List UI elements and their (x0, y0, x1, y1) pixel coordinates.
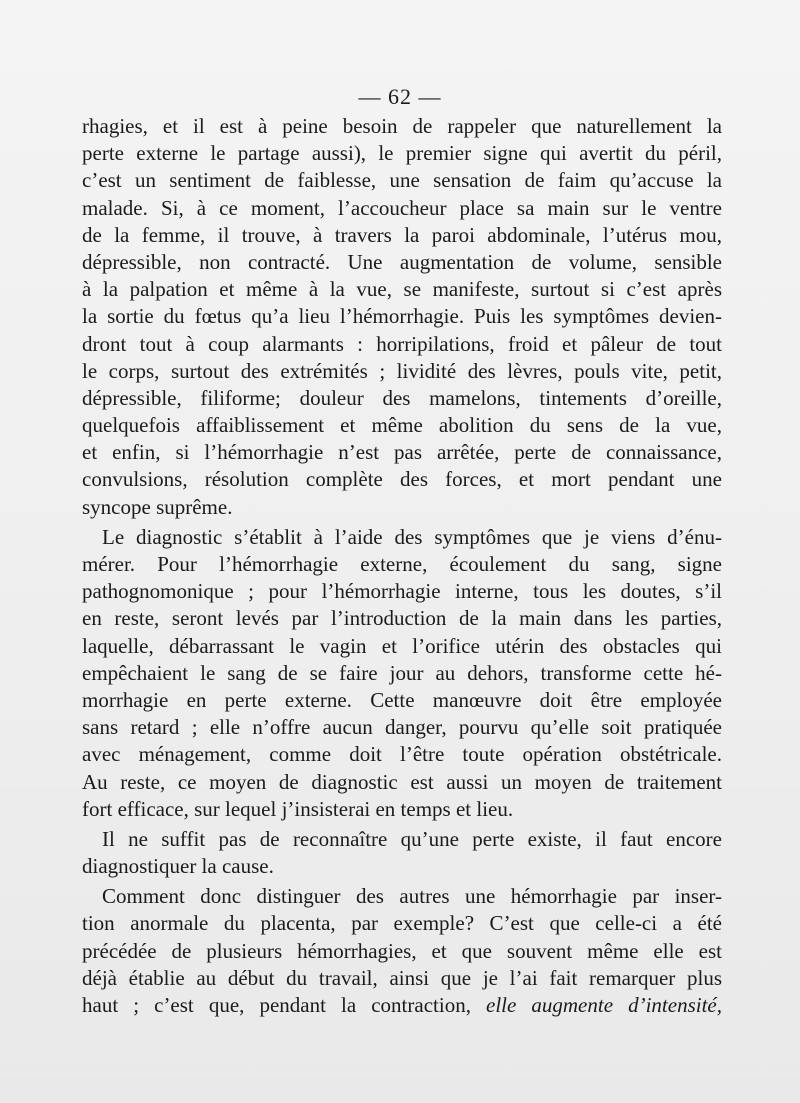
page-number: — 62 — (358, 84, 442, 109)
text-line: la sortie du fœtus qu’a lieu l’hémorrhagie. Puis les symptômes devien- (82, 304, 722, 329)
text-line: dront tout à coup alarmants : horripilations, froid et pâleur de tout (82, 331, 722, 356)
text-line: perte externe le partage aussi), le premier signe qui avertit du péril, (82, 141, 722, 166)
text-line: convulsions, résolution complète des forces, et mort pendant une (82, 467, 722, 492)
text-line: précédée de plusieurs hémorrhagies, et que souvent même elle est (82, 938, 722, 963)
text-line: c’est un sentiment de faiblesse, une sensation de faim qu’accuse la (82, 168, 722, 193)
text-line: malade. Si, à ce moment, l’accoucheur place sa main sur le ventre (82, 195, 722, 220)
body-text (82, 113, 722, 1019)
text-line: diagnostiquer la cause. (82, 854, 274, 879)
paragraph-1 (82, 113, 722, 521)
text-line: rhagies, et il est à peine besoin de rappeler que naturellement la (82, 114, 722, 138)
text-line: sans retard ; elle n’offre aucun danger, pourvu qu’elle soit pratiquée (82, 715, 722, 740)
text-line: dépressible, non contracté. Une augmentation de volume, sensible (82, 249, 722, 274)
text-line: et enfin, si l’hémorrhagie n’est pas arrêtée, perte de connaissance, (82, 440, 722, 465)
text-line: syncope suprême. (82, 494, 233, 519)
text-line: quelquefois affaiblissement et même abolition du sens de la vue, (82, 413, 722, 438)
text-line: pathognomonique ; pour l’hémorrhagie interne, tous les doutes, s’il (82, 579, 722, 604)
italic-emphasis: elle augmente d’intensité, (486, 993, 722, 1017)
paragraph-2 (82, 524, 722, 823)
text-line: morrhagie en perte externe. Cette manœuvre doit être employée (82, 687, 722, 712)
text-line: le corps, surtout des extrémités ; lividité des lèvres, pouls vite, petit, (82, 358, 722, 383)
text-line: Comment donc distinguer des autres une hémorrhagie par inser- (102, 884, 722, 909)
text-line: déjà établie au début du travail, ainsi que je l’ai fait remarquer plus (82, 965, 722, 990)
text-line-mixed (82, 992, 722, 1019)
text-line: en reste, seront levés par l’introduction de la main dans les parties, (82, 606, 722, 631)
text-line: tion anormale du placenta, par exemple? C’est que celle-ci a été (82, 911, 722, 936)
text-line: dépressible, filiforme; douleur des mamelons, tintements d’oreille, (82, 385, 722, 410)
text-line: fort efficace, sur lequel j’insisterai en temps et lieu. (82, 796, 514, 821)
paragraph-4 (82, 883, 722, 1019)
text-line: de la femme, il trouve, à travers la paroi abdominale, l’utérus mou, (82, 222, 722, 247)
text-line: Le diagnostic s’établit à l’aide des symptômes que je viens d’énu- (102, 524, 722, 549)
text-line: avec ménagement, comme doit l’être toute opération obstétricale. (82, 742, 722, 767)
text-line: mérer. Pour l’hémorrhagie externe, écoulement du sang, signe (82, 552, 722, 576)
text-line: empêchaient le sang de se faire jour au dehors, transforme cette hé- (82, 660, 722, 685)
text-line: laquelle, débarrassant le vagin et l’orifice utérin des obstacles qui (82, 633, 722, 658)
paragraph-3 (82, 826, 722, 880)
text-line: Il ne suffit pas de reconnaître qu’une perte existe, il faut encore (102, 826, 722, 851)
text-line: Au reste, ce moyen de diagnostic est aussi un moyen de traitement (82, 769, 722, 794)
text-line: à la palpation et même à la vue, se manifeste, surtout si c’est après (82, 277, 722, 302)
text-segment: haut ; c’est que, pendant la contraction, (82, 993, 487, 1017)
